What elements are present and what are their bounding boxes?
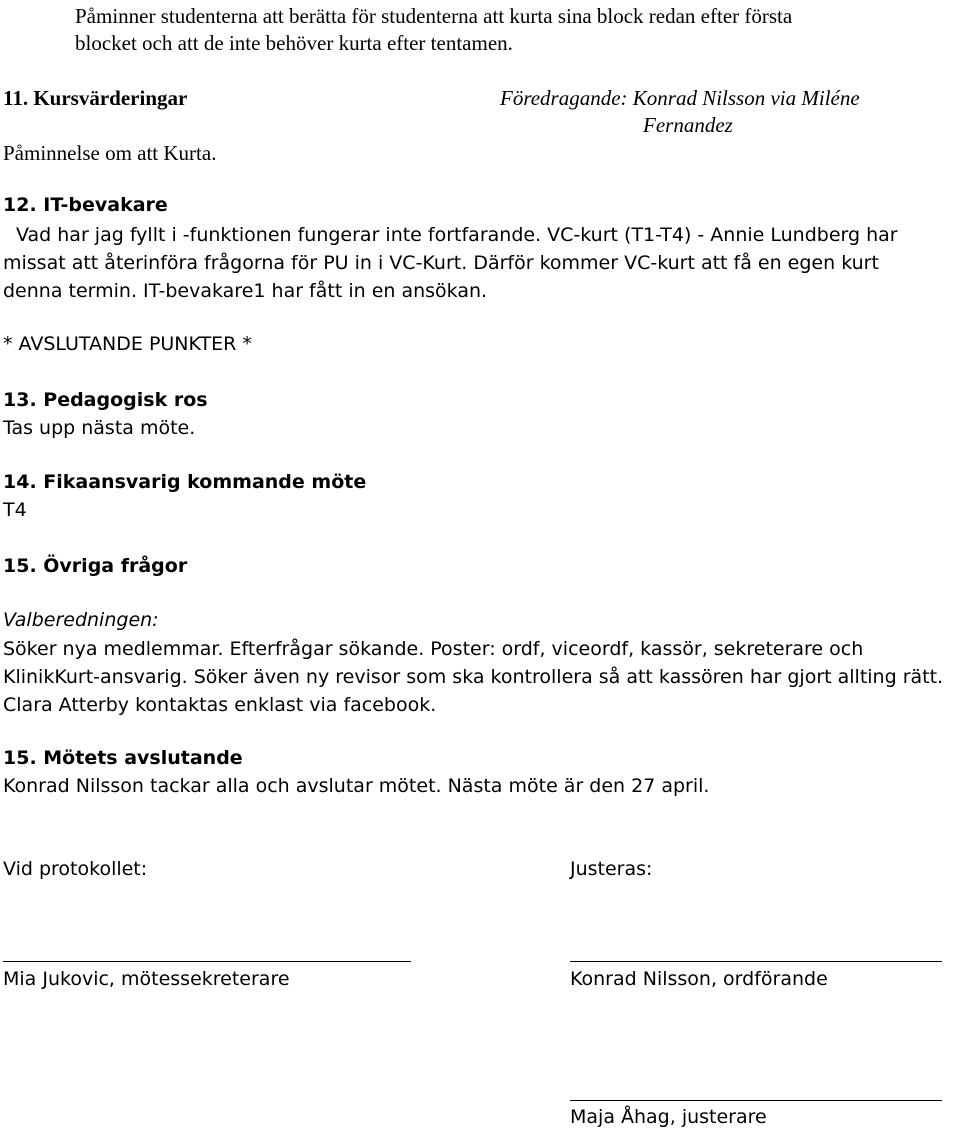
section-12-heading: 12. IT-bevakare (3, 194, 168, 216)
section-15b-body: Konrad Nilsson tackar alla och avslutar mötet. Nästa möte är den 27 april. (3, 775, 710, 797)
section-15-line-3: Clara Atterby kontaktas enklast via facebook. (3, 694, 437, 716)
vid-protokollet-label: Vid protokollet: (3, 858, 148, 880)
section-12-line-3: denna termin. IT-bevakare1 har fått in en ansökan. (3, 280, 488, 302)
adjuster-name: Maja Åhag, justerare (570, 1106, 767, 1128)
section-15-heading: 15. Övriga frågor (3, 555, 188, 577)
valberedningen-heading: Valberedningen: (3, 609, 159, 631)
section-14-heading: 14. Fikaansvarig kommande möte (3, 471, 367, 493)
section-15-line-2: KlinikKurt-ansvarig. Söker även ny revisor som ska kontrollera så att kassören har gjort allting rätt. (3, 666, 944, 688)
section-15b-heading: 15. Mötets avslutande (3, 747, 243, 769)
section-11-speaker-line-2: Fernandez (643, 113, 733, 137)
section-12-line-1: Vad har jag fyllt i -funktionen fungerar inte fortfarande. VC-kurt (T1-T4) - Annie Lundberg har (16, 224, 898, 246)
secretary-signature-line (3, 961, 411, 962)
section-15-line-1: Söker nya medlemmar. Efterfrågar sökande. Poster: ordf, viceordf, kassör, sekreterare och (3, 638, 864, 660)
section-14-body: T4 (3, 499, 27, 521)
chair-name: Konrad Nilsson, ordförande (570, 968, 828, 990)
closing-points-heading: * AVSLUTANDE PUNKTER * (3, 333, 252, 355)
intro-line-2: blocket och att de inte behöver kurta efter tentamen. (75, 31, 513, 55)
section-11-speaker-line-1: Föredragande: Konrad Nilsson via Miléne (500, 86, 860, 110)
section-11-heading: 11. Kursvärderingar (3, 86, 188, 110)
adjuster-signature-line (570, 1100, 942, 1101)
chair-signature-line (570, 961, 942, 962)
intro-line-1: Påminner studenterna att berätta för studenterna att kurta sina block redan efter första (75, 4, 793, 28)
section-11-body: Påminnelse om att Kurta. (3, 141, 217, 165)
section-12-line-2: missat att återinföra frågorna för PU in i VC-Kurt. Därför kommer VC-kurt att få en egen kurt (3, 252, 879, 274)
section-13-body: Tas upp nästa möte. (3, 417, 196, 439)
justeras-label: Justeras: (570, 858, 653, 880)
section-13-heading: 13. Pedagogisk ros (3, 389, 208, 411)
secretary-name: Mia Jukovic, mötessekreterare (3, 968, 290, 990)
